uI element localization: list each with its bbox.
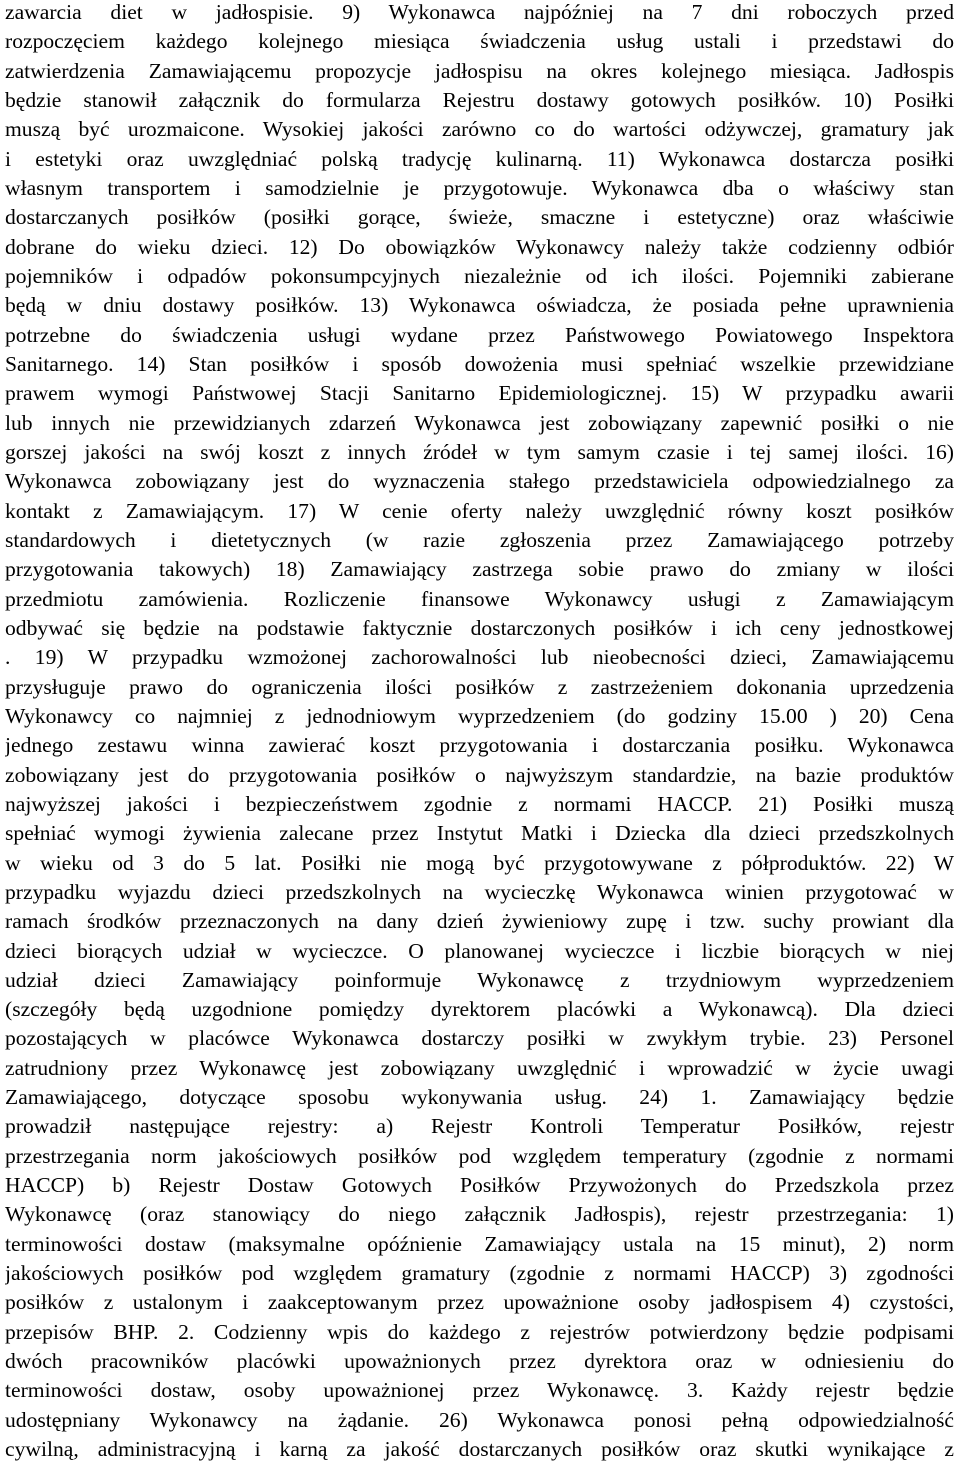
text-line: zawarcia diet w jadłospisie. 9) Wykonawca najpóźniej na 7 dni roboczych przed (5, 0, 954, 24)
text-line: udostępniany Wykonawcy na żądanie. 26) Wykonawca ponosi pełną odpowiedzialność (5, 1407, 954, 1432)
text-line: dwóch pracowników placówki upoważnionych przez dyrektora oraz w odniesieniu do (5, 1349, 954, 1374)
text-line: przepisów BHP. 2. Codzienny wpis do każdego z rejestrów potwierdzony będzie podpisami (5, 1319, 954, 1344)
text-line: standardowych i dietetycznych (w razie zgłoszenia przez Zamawiającego potrzeby (5, 527, 954, 552)
text-line: odbywać się będzie na podstawie faktycznie dostarczonych posiłków i ich ceny jednostkowej (5, 615, 954, 640)
text-line: lub innych nie przewidzianych zdarzeń Wykonawca jest zobowiązany zapewnić posiłki o nie (5, 410, 954, 435)
text-line: prowadził następujące rejestry: a) Rejestr Kontroli Temperatur Posiłków, rejestr (5, 1114, 954, 1139)
text-line: spełniać wymogi żywienia zalecane przez Instytut Matki i Dziecka dla dzieci przedszkolnych (5, 821, 954, 846)
text-line: pozostających w placówce Wykonawca dostarczy posiłki w zwykłym trybie. 23) Personel (5, 1026, 954, 1051)
text-line: HACCP) b) Rejestr Dostaw Gotowych Posiłków Przywożonych do Przedszkola przez (5, 1173, 954, 1198)
text-line: Wykonawca zobowiązany jest do wyznaczenia stałego przedstawiciela odpowiedzialnego za (5, 469, 954, 494)
text-line: jakościowych posiłków pod względem gramatury (zgodnie z normami HACCP) 3) zgodności (5, 1261, 954, 1286)
text-line: będzie stanowił załącznik do formularza Rejestru dostawy gotowych posiłków. 10) Posiłki (5, 87, 954, 112)
text-line: Sanitarnego. 14) Stan posiłków i sposób dowożenia musi spełniać wszelkie przewidziane (5, 351, 954, 376)
text-line: terminowości dostaw, osoby upoważnionej przez Wykonawcę. 3. Każdy rejestr będzie (5, 1378, 954, 1403)
text-line: jednego zestawu winna zawierać koszt przygotowania i dostarczania posiłku. Wykonawca (5, 733, 954, 758)
text-line: posiłków z ustalonym i zaakceptowanym przez upoważnione osoby jadłospisem 4) czystości, (5, 1290, 954, 1315)
text-line: przedmiotu zamówienia. Rozliczenie finansowe Wykonawcy usługi z Zamawiającym (5, 586, 954, 611)
text-line: Wykonawcy co najmniej z jednodniowym wyprzedzeniem (do godziny 15.00 ) 20) Cena (5, 703, 954, 728)
text-line: prawem wymogi Państwowej Stacji Sanitarno Epidemiologicznej. 15) W przypadku awarii (5, 381, 954, 406)
text-line: Zamawiającego, dotyczące sposobu wykonywania usług. 24) 1. Zamawiający będzie (5, 1085, 954, 1110)
text-line: . 19) W przypadku wzmożonej zachorowalności lub nieobecności dzieci, Zamawiającemu (5, 645, 954, 670)
text-line: ramach środków przeznaczonych na dany dzień żywieniowy zupę i tzw. suchy prowiant dla (5, 909, 954, 934)
text-line: dzieci biorących udział w wycieczce. O planowanej wycieczce i liczbie biorących w niej (5, 938, 954, 963)
text-line: zatrudniony przez Wykonawcę jest zobowiązany uwzględnić i wprowadzić w życie uwagi (5, 1055, 954, 1080)
text-line: przypadku wyjazdu dzieci przedszkolnych na wycieczkę Wykonawca winien przygotować w (5, 879, 954, 904)
text-line: i estetyki oraz uwzględniać polską tradycję kulinarną. 11) Wykonawca dostarcza posiłki (5, 146, 954, 171)
text-line: najwyższej jakości i bezpieczeństwem zgodnie z normami HACCP. 21) Posiłki muszą (5, 791, 954, 816)
text-line: przysługuje prawo do ograniczenia ilości posiłków z zastrzeżeniem dokonania uprzedzenia (5, 674, 954, 699)
text-line: gorszej jakości na swój koszt z innych źródeł w tym samym czasie i tej samej ilości. 16) (5, 439, 954, 464)
text-line: pojemników i odpadów pokonsumpcyjnych niezależnie od ich ilości. Pojemniki zabierane (5, 263, 954, 288)
text-line: (szczegóły będą uzgodnione pomiędzy dyrektorem placówki a Wykonawcą). Dla dzieci (5, 997, 954, 1022)
text-line: rozpoczęciem każdego kolejnego miesiąca świadczenia usług ustali i przedstawi do (5, 29, 954, 54)
text-line: dostarczanych posiłków (posiłki gorące, świeże, smaczne i estetyczne) oraz właściwie (5, 205, 954, 230)
text-line: zatwierdzenia Zamawiającemu propozycje jadłospisu na okres kolejnego miesiąca. Jadłospis (5, 58, 954, 83)
text-line: będą w dniu dostawy posiłków. 13) Wykonawca oświadcza, że posiada pełne uprawnienia (5, 293, 954, 318)
text-line: terminowości dostaw (maksymalne opóźnienie Zamawiający ustala na 15 minut), 2) norm (5, 1231, 954, 1256)
text-line: muszą być urozmaicone. Wysokiej jakości zarówno co do wartości odżywczej, gramatury jak (5, 117, 954, 142)
text-line: Wykonawcę (oraz stanowiący do niego załącznik Jadłospis), rejestr przestrzegania: 1) (5, 1202, 954, 1227)
text-line: własnym transportem i samodzielnie je przygotowuje. Wykonawca dba o właściwy stan (5, 175, 954, 200)
text-line: przygotowania takowych) 18) Zamawiający zastrzega sobie prawo do zmiany w ilości (5, 557, 954, 582)
text-line: zobowiązany jest do przygotowania posiłków o najwyższym standardzie, na bazie produktów (5, 762, 954, 787)
text-line: cywilną, administracyjną i karną za jakość dostarczanych posiłków oraz skutki wynikające z (5, 1437, 954, 1462)
text-line: udział dzieci Zamawiający poinformuje Wykonawcę z trzydniowym wyprzedzeniem (5, 967, 954, 992)
text-line: kontakt z Zamawiającym. 17) W cenie oferty należy uwzględnić równy koszt posiłków (5, 498, 954, 523)
text-line: dobrane do wieku dzieci. 12) Do obowiązków Wykonawcy należy także codzienny odbiór (5, 234, 954, 259)
text-line: potrzebne do świadczenia usługi wydane przez Państwowego Powiatowego Inspektora (5, 322, 954, 347)
text-line: w wieku od 3 do 5 lat. Posiłki nie mogą być przygotowywane z półproduktów. 22) W (5, 850, 954, 875)
text-line: przestrzegania norm jakościowych posiłków pod względem temperatury (zgodnie z normami (5, 1143, 954, 1168)
